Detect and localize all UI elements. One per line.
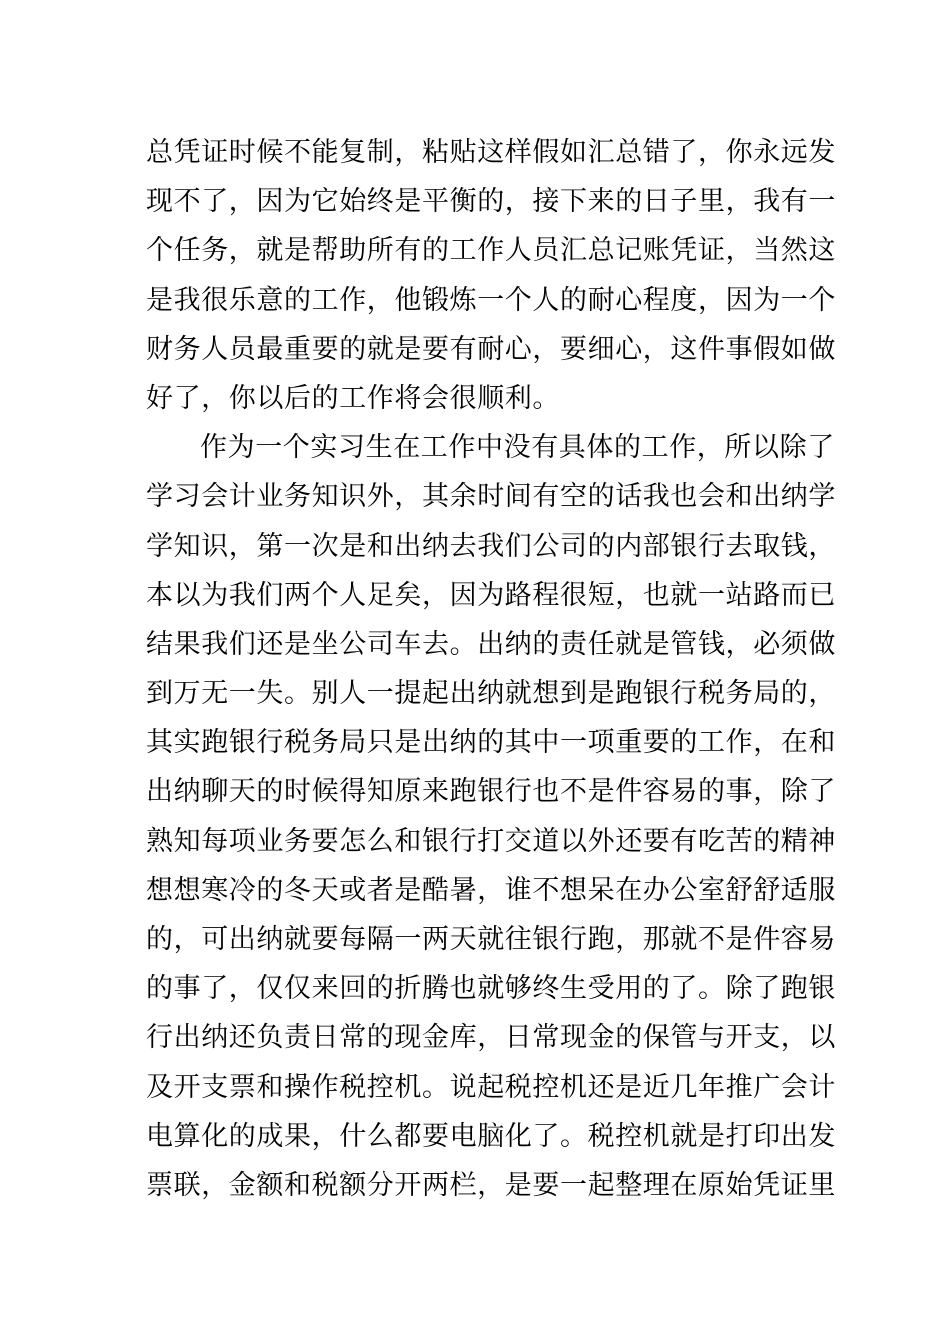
text-line: 个任务，就是帮助所有的工作人员汇总记账凭证，当然这	[146, 235, 836, 267]
text-line: 总凭证时候不能复制，粘贴这样假如汇总错了，你永远发	[146, 137, 836, 168]
text-line: 行出纳还负责日常的现金库，日常现金的保管与开支，以	[146, 1022, 836, 1054]
text-line: 电算化的成果，什么都要电脑化了。税控机就是打印出发	[146, 1120, 836, 1152]
text-line: 其实跑银行税务局只是出纳的其中一项重要的工作，在和	[146, 727, 836, 759]
text-line: 想想寒冷的冬天或者是酷暑，谁不想呆在办公室舒舒适服	[146, 874, 836, 906]
text-line: 票联，金额和税额分开两栏，是要一起整理在原始凭证里	[146, 1169, 836, 1201]
text-line: 现不了，因为它始终是平衡的，接下来的日子里，我有一	[146, 186, 836, 218]
text-line: 的事了，仅仅来回的折腾也就够终生受用的了。除了跑银	[146, 973, 836, 1005]
text-line: 熟知每项业务要怎么和银行打交道以外还要有吃苦的精神	[146, 825, 836, 857]
text-line: 到万无一失。别人一提起出纳就想到是跑银行税务局的，	[146, 678, 836, 710]
paragraph-first-line: 作为一个实习生在工作中没有具体的工作，所以除了	[200, 432, 835, 464]
text-line: 及开支票和操作税控机。说起税控机还是近几年推广会计	[146, 1071, 836, 1103]
text-line: 出纳聊天的时候得知原来跑银行也不是件容易的事，除了	[146, 776, 836, 808]
text-line: 是我很乐意的工作，他锻炼一个人的耐心程度，因为一个	[146, 284, 836, 316]
text-line: 学习会计业务知识外，其余时间有空的话我也会和出纳学	[146, 481, 836, 513]
text-line: 好了，你以后的工作将会很顺利。	[146, 382, 560, 414]
text-line: 本以为我们两个人足矣，因为路程很短，也就一站路而已	[146, 579, 836, 611]
body-text	[146, 128, 836, 1210]
text-line: 学知识，第一次是和出纳去我们公司的内部银行去取钱，	[146, 530, 836, 562]
text-line: 的，可出纳就要每隔一两天就往银行跑，那就不是件容易	[146, 924, 836, 955]
text-line: 财务人员最重要的就是要有耐心，要细心，这件事假如做	[146, 333, 836, 365]
text-line: 结果我们还是坐公司车去。出纳的责任就是管钱，必须做	[146, 628, 836, 660]
